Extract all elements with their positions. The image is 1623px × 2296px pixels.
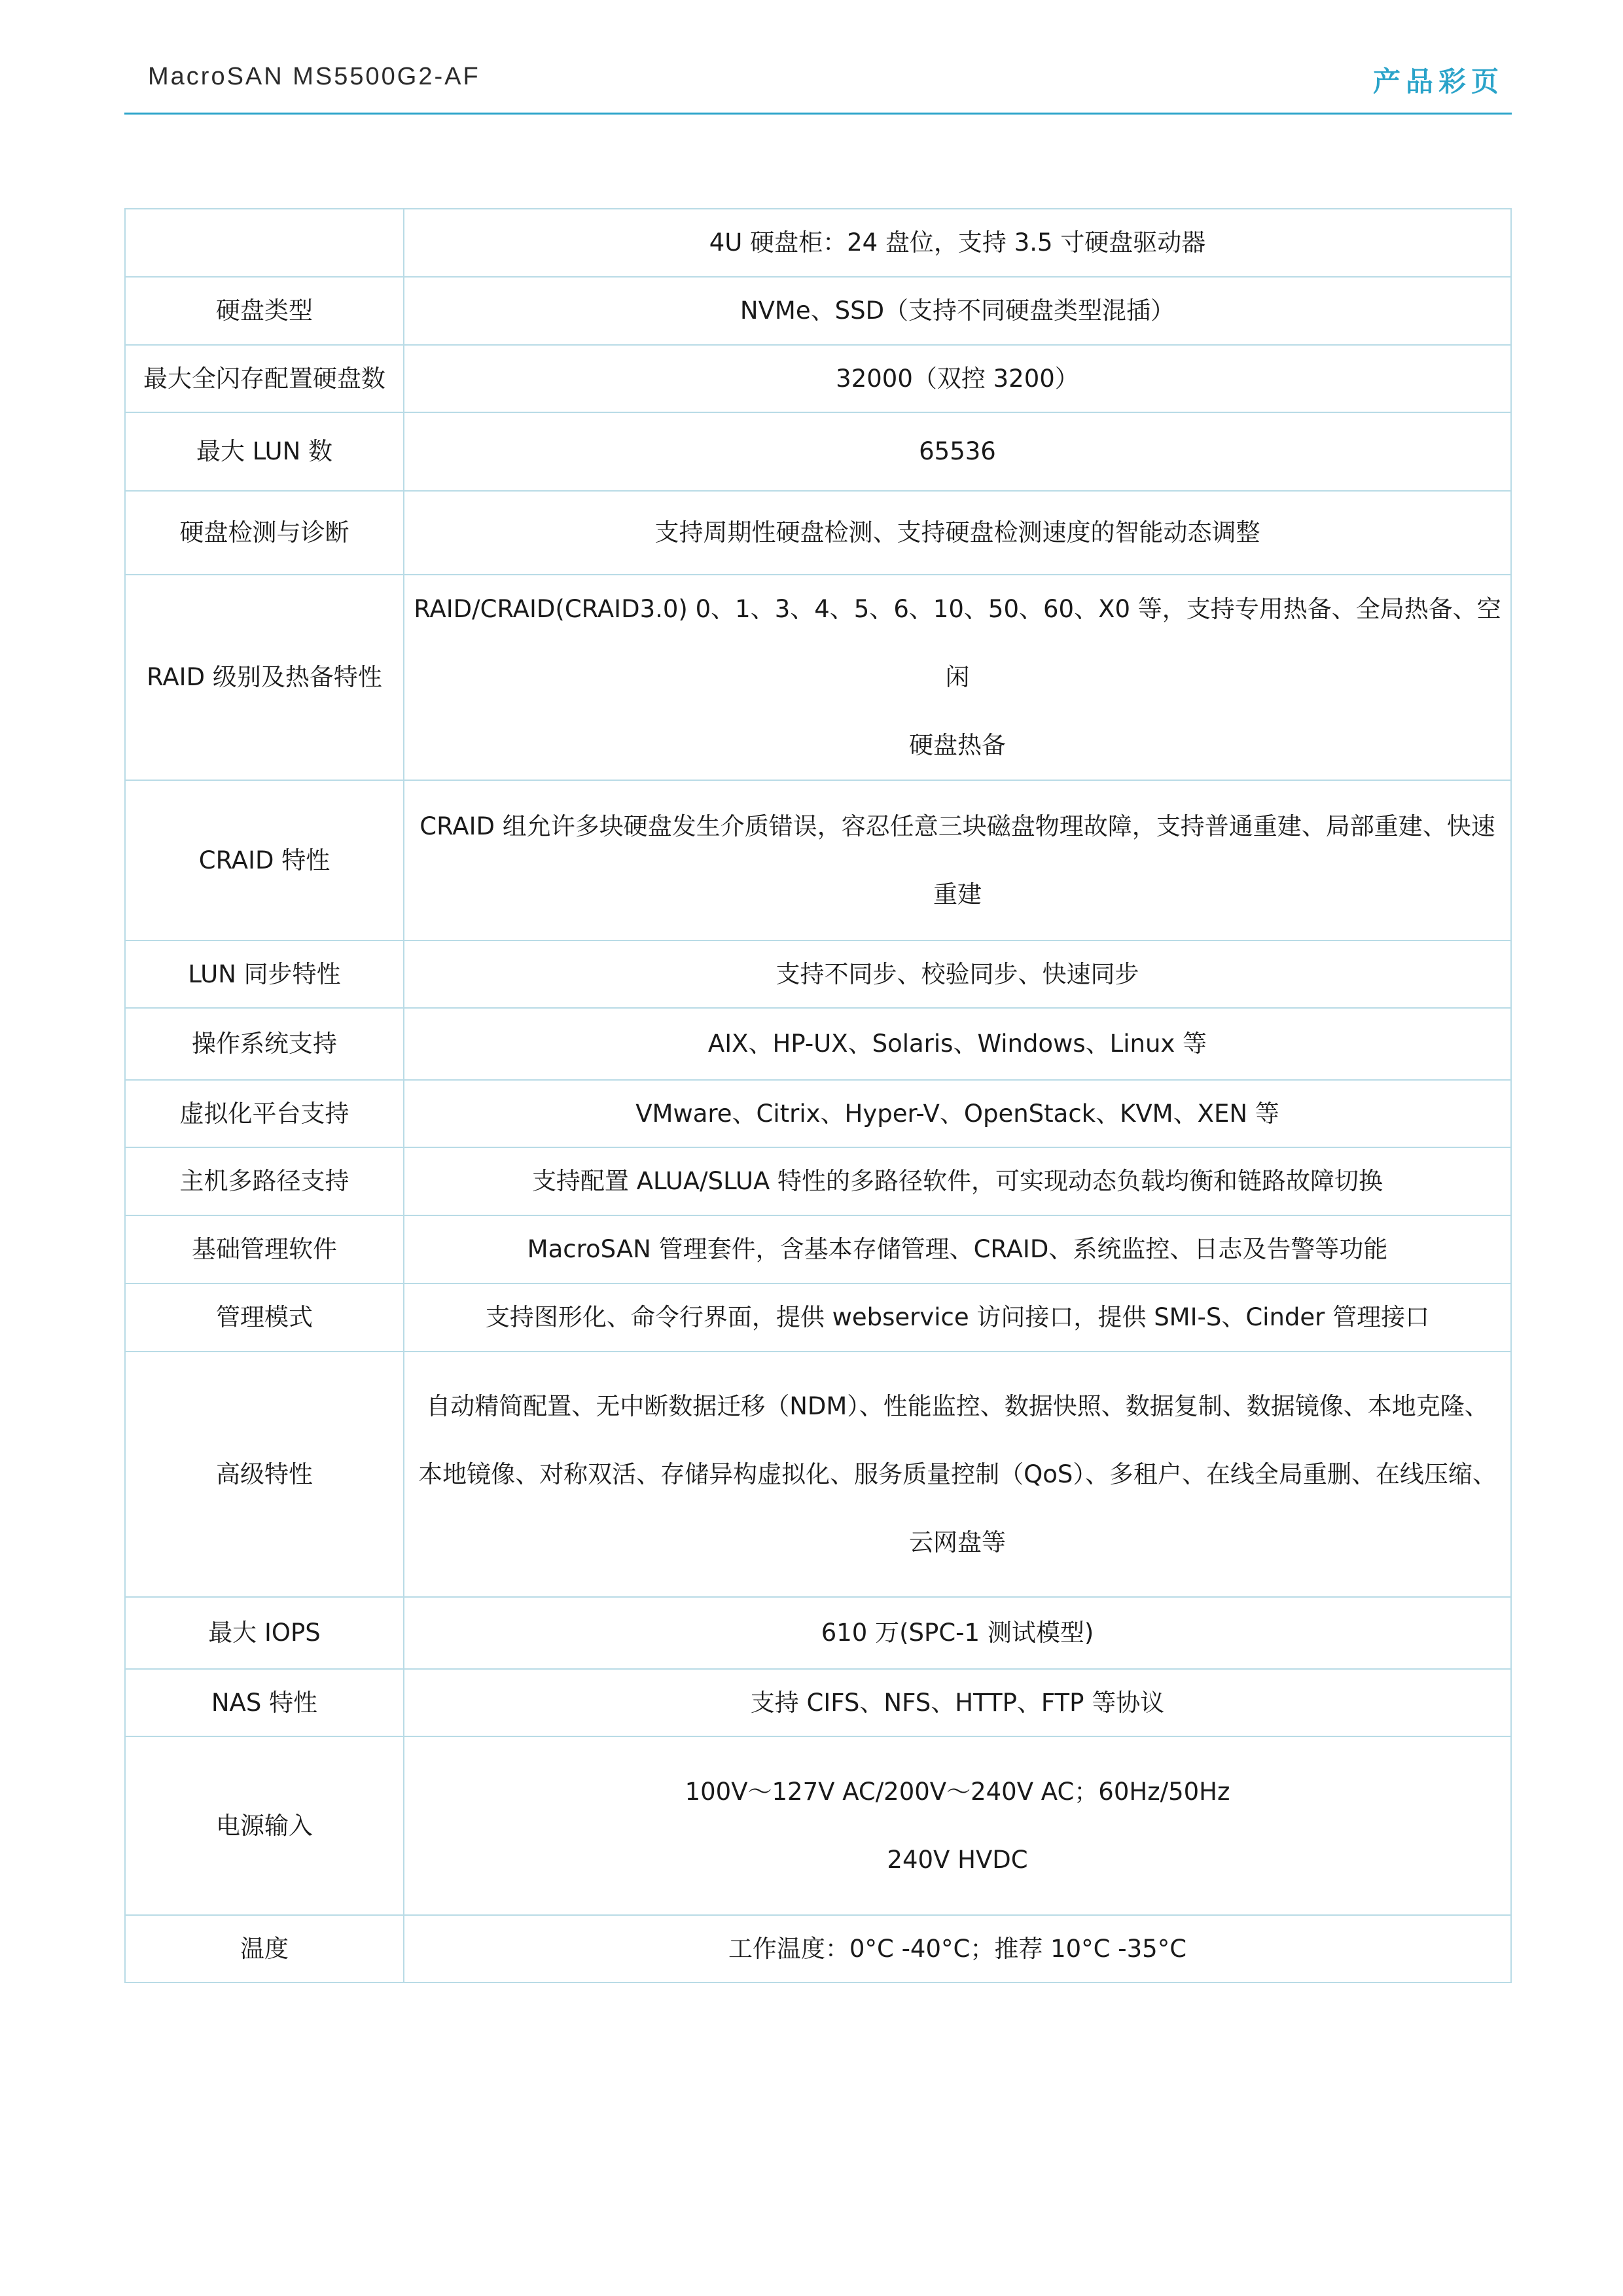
row-value-line: 240V HVDC	[887, 1845, 1028, 1874]
table-row	[125, 575, 1511, 780]
row-value-line: 云网盘等	[909, 1528, 1006, 1556]
row-value-line: 自动精简配置、无中断数据迁移（NDM）、性能监控、数据快照、数据复制、数据镜像、本地克隆、	[426, 1391, 1489, 1420]
row-value-line: 本地镜像、对称双活、存储异构虚拟化、服务质量控制（QoS）、多租户、在线全局重删、在线压缩、	[418, 1460, 1497, 1488]
row-label: 虚拟化平台支持	[125, 1080, 404, 1147]
row-value	[404, 941, 1511, 1008]
row-value-line: 4U 硬盘柜：24 盘位，支持 3.5 寸硬盘驱动器	[709, 228, 1206, 257]
table-row	[125, 209, 1511, 277]
table-row	[125, 1080, 1511, 1147]
row-value-line: 工作温度：0°C -40°C；推荐 10°C -35°C	[728, 1934, 1187, 1963]
table-row	[125, 1597, 1511, 1669]
table-row	[125, 1215, 1511, 1283]
page-header	[124, 58, 1512, 115]
row-value	[404, 1597, 1511, 1669]
table-row	[125, 491, 1511, 575]
row-label: 基础管理软件	[125, 1215, 404, 1283]
row-value-line: VMware、Citrix、Hyper-V、OpenStack、KVM、XEN 等	[635, 1099, 1279, 1128]
table-row	[125, 1283, 1511, 1352]
table-row	[125, 1669, 1511, 1736]
row-value	[404, 412, 1511, 491]
table-row	[125, 277, 1511, 345]
row-value	[404, 1352, 1511, 1597]
row-value	[404, 491, 1511, 575]
row-value-line: AIX、HP-UX、Solaris、Windows、Linux 等	[707, 1030, 1207, 1058]
row-label: 最大 LUN 数	[125, 412, 404, 491]
row-value-line: 65536	[919, 437, 996, 465]
row-value-line: RAID/CRAID(CRAID3.0) 0、1、3、4、5、6、10、50、60、X0 等，支持专用热备、全局热备、空闲	[414, 595, 1501, 691]
spec-table	[124, 208, 1512, 1983]
row-value-line: NVMe、SSD（支持不同硬盘类型混插）	[740, 296, 1175, 325]
row-value-line: MacroSAN 管理套件，含基本存储管理、CRAID、系统监控、日志及告警等功能	[527, 1235, 1388, 1263]
row-label: 高级特性	[125, 1352, 404, 1597]
row-label: 最大 IOPS	[125, 1597, 404, 1669]
row-value	[404, 277, 1511, 345]
row-value	[404, 1080, 1511, 1147]
row-value-line: 100V～127V AC/200V～240V AC；60Hz/50Hz	[685, 1777, 1230, 1806]
row-value-line: 支持图形化、命令行界面，提供 webservice 访问接口，提供 SMI-S、Cinder 管理接口	[485, 1303, 1430, 1331]
row-value	[404, 209, 1511, 277]
row-value-line: 支持 CIFS、NFS、HTTP、FTP 等协议	[750, 1688, 1165, 1717]
table-row	[125, 1915, 1511, 1982]
row-label: NAS 特性	[125, 1669, 404, 1736]
table-row	[125, 1008, 1511, 1080]
row-value-line: CRAID 组允许多块硬盘发生介质错误，容忍任意三块磁盘物理故障，支持普通重建、局部重建、快速	[419, 812, 1495, 840]
row-value	[404, 1669, 1511, 1736]
table-row	[125, 780, 1511, 941]
row-value-line: 硬盘热备	[909, 731, 1006, 759]
table-row	[125, 412, 1511, 491]
row-label: 管理模式	[125, 1283, 404, 1352]
row-label	[125, 209, 404, 277]
row-value	[404, 1283, 1511, 1352]
row-label: 硬盘类型	[125, 277, 404, 345]
row-value	[404, 1215, 1511, 1283]
row-value	[404, 1736, 1511, 1915]
table-row	[125, 345, 1511, 412]
row-value	[404, 1915, 1511, 1982]
row-label: 操作系统支持	[125, 1008, 404, 1080]
table-row	[125, 941, 1511, 1008]
row-label: 主机多路径支持	[125, 1147, 404, 1215]
row-label: RAID 级别及热备特性	[125, 575, 404, 780]
row-value	[404, 575, 1511, 780]
row-value-line: 支持不同步、校验同步、快速同步	[776, 960, 1139, 988]
row-value	[404, 1008, 1511, 1080]
table-row	[125, 1736, 1511, 1915]
row-value	[404, 1147, 1511, 1215]
table-row	[125, 1352, 1511, 1597]
row-label: 电源输入	[125, 1736, 404, 1915]
row-value-line: 重建	[933, 880, 982, 908]
row-label: 最大全闪存配置硬盘数	[125, 345, 404, 412]
row-label: 温度	[125, 1915, 404, 1982]
row-value-line: 32000（双控 3200）	[836, 364, 1079, 393]
row-label: LUN 同步特性	[125, 941, 404, 1008]
row-value-line: 支持周期性硬盘检测、支持硬盘检测速度的智能动态调整	[654, 518, 1260, 547]
product-name: MacroSAN MS5500G2-AF	[148, 63, 480, 90]
row-value-line: 610 万(SPC-1 测试模型)	[821, 1619, 1094, 1647]
row-value	[404, 780, 1511, 941]
row-label: 硬盘检测与诊断	[125, 491, 404, 575]
row-value	[404, 345, 1511, 412]
section-title: 产品彩页	[1372, 65, 1504, 98]
row-value-line: 支持配置 ALUA/SLUA 特性的多路径软件，可实现动态负载均衡和链路故障切换	[531, 1167, 1383, 1195]
table-row	[125, 1147, 1511, 1215]
row-label: CRAID 特性	[125, 780, 404, 941]
